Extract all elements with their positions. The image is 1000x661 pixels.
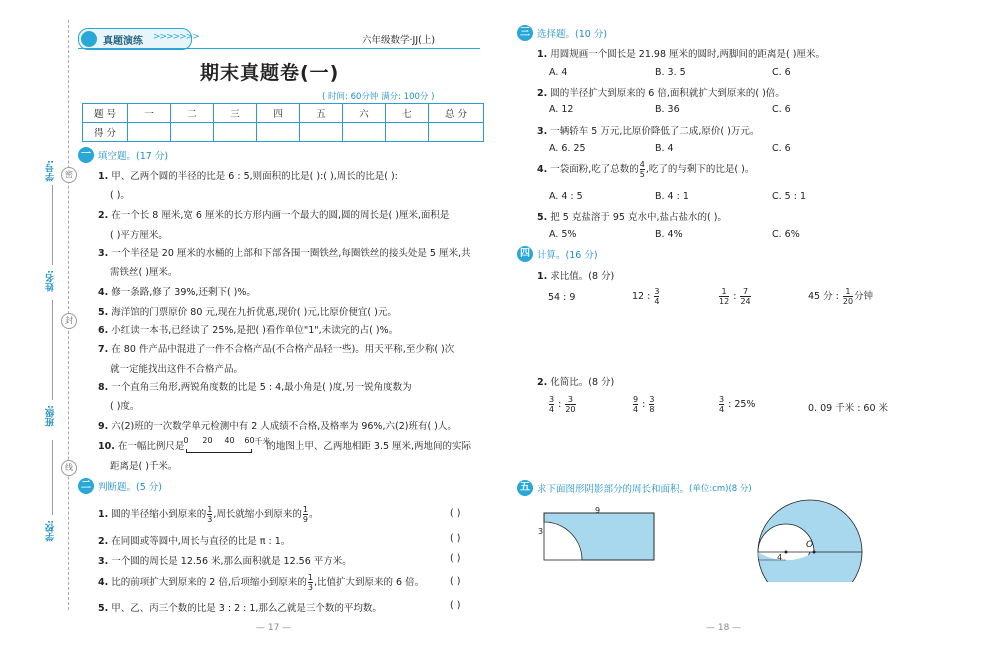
choice-option[interactable]: B. 4% [655, 229, 683, 240]
section-score: (8 分) [728, 484, 752, 494]
score-table-score-row [83, 123, 484, 142]
ratio-item: 45 分 : $\frac{1}{20}$ 分钟 [808, 287, 874, 306]
choice-question: 4. 一袋面粉,吃了总数的 $\frac{4}{5}$ ,吃了的与剩下的比是( )。 [537, 160, 755, 179]
figure-2-center-label: O [806, 540, 814, 550]
scale-tick-label: 20 [202, 435, 213, 445]
choice-option[interactable]: A. 4 : 5 [549, 191, 583, 202]
judge-answer-paren[interactable]: ( ) [450, 533, 461, 544]
fill-question: 10. 在一幅比例尺是 0 20 40 60 千米 的地图上甲、乙两地相距 3.5 厘米,两地间的实际 [98, 435, 472, 452]
section-calc-header [517, 246, 598, 262]
section-number-icon: 一 [78, 147, 94, 163]
shaded-region [544, 513, 654, 560]
score-cell: 六 [343, 104, 386, 123]
class-label: 班级: [46, 405, 56, 427]
judge-answer-paren[interactable]: ( ) [450, 576, 461, 587]
score-cell: 二 [171, 104, 214, 123]
simplify-item: $\frac{9}{4}$ : $\frac{3}{8}$ [633, 395, 655, 414]
section-shaded-area-header [517, 480, 752, 496]
fill-question: 7. 在 80 件产品中混进了一件不合格产品(不合格产品轻一些)。用天平称,至少称( )次 [98, 344, 455, 355]
choice-option[interactable]: A. 12 [549, 104, 574, 115]
fill-question: 5. 海洋馆的门票原价 80 元,现在九折优惠,现价( )元,比原价便宜( )元。 [98, 307, 397, 318]
score-table-header-row [83, 104, 484, 123]
center-dot [785, 551, 788, 554]
section-title: 判断题。(5 分) [98, 482, 162, 493]
score-cell: 题 号 [83, 104, 128, 123]
fill-question-cont: 距离是( )千米。 [110, 461, 178, 472]
judge-answer-paren[interactable]: ( ) [450, 600, 461, 611]
scale-tick-label: 0 [183, 435, 189, 445]
judge-question: 3. 一个圆的周长是 12.56 米,那么面积就是 12.56 平方米。 [98, 556, 352, 567]
choice-option[interactable]: C. 6 [772, 143, 791, 154]
map-scale-bar [183, 435, 271, 453]
score-input-cell[interactable] [429, 123, 484, 142]
badge-circle-icon [81, 31, 97, 47]
section-number-icon: 四 [517, 246, 533, 262]
simplify-item: $\frac{3}{4}$ : $\frac{3}{20}$ [549, 395, 576, 414]
scale-line [186, 449, 252, 453]
judge-question: 2. 在同圆或等圆中,周长与直径的比是 π : 1。 [98, 536, 291, 547]
choice-option[interactable]: A. 5% [549, 229, 577, 240]
score-cell: 五 [300, 104, 343, 123]
school-underline [52, 440, 53, 515]
score-input-cell[interactable] [257, 123, 300, 142]
score-input-cell[interactable] [343, 123, 386, 142]
score-table [82, 103, 484, 142]
class-underline [52, 300, 53, 400]
choice-option[interactable]: B. 36 [655, 104, 680, 115]
figure-1-top-label: 9 [595, 506, 601, 515]
section-title: 填空题。(17 分) [98, 151, 169, 162]
choice-option[interactable]: C. 6% [772, 229, 800, 240]
score-input-cell[interactable] [171, 123, 214, 142]
scale-unit: 千米 [254, 436, 271, 446]
fill-question: 6. 小红读一本书,已经读了 25%,是把( )看作单位"1",未读完的占( )%。 [98, 325, 399, 336]
badge-arrows: >>>>>>> [153, 32, 199, 42]
choice-option[interactable]: B. 4 : 1 [655, 191, 689, 202]
choice-option[interactable]: A. 6. 25 [549, 143, 586, 154]
choice-option[interactable]: C. 5 : 1 [772, 191, 807, 202]
score-cell: 一 [128, 104, 171, 123]
fill-question-cont: ( )度。 [110, 401, 140, 412]
score-cell: 总 分 [429, 104, 484, 123]
choice-question: 2. 圆的半径扩大到原来的 6 倍,面积就扩大到原来的( )倍。 [537, 88, 785, 99]
calc-subquestion: 1. 求比值。(8 分) [537, 271, 615, 282]
figure-circle-shaded [750, 492, 870, 582]
choice-option[interactable]: A. 4 [549, 67, 568, 78]
fill-question: 8. 一个直角三角形,两锐角度数的比是 5 : 4,最小角是( )度,另一锐角度数为 [98, 382, 412, 393]
ratio-item: 54 : 9 [548, 292, 576, 303]
score-row-label: 得 分 [83, 123, 128, 142]
score-input-cell[interactable] [300, 123, 343, 142]
choice-option[interactable]: B. 3. 5 [655, 67, 686, 78]
section-title: 计算。(16 分) [537, 250, 598, 261]
header-badge [78, 28, 199, 50]
fill-question: 9. 六(2)班的一次数学单元检测中有 2 人成绩不合格,及格率为 96%,六(2)班有( )人。 [98, 421, 457, 432]
choice-question: 5. 把 5 克盐溶于 95 克水中,盐占盐水的( )。 [537, 212, 727, 223]
score-cell: 七 [386, 104, 429, 123]
section-unit: (单位:cm) [689, 484, 729, 494]
badge-label: 真题演练 [103, 36, 143, 47]
ratio-item: $\frac{1}{12}$ : $\frac{7}{24}$ [719, 287, 751, 306]
seal-mi: 密 [61, 167, 77, 183]
page-number: — 17 — [256, 623, 292, 633]
section-number-icon: 二 [78, 478, 94, 494]
score-input-cell[interactable] [128, 123, 171, 142]
choice-question: 3. 一辆轿车 5 万元,比原价降低了二成,原价( )万元。 [537, 126, 760, 137]
section-judge-header [78, 478, 162, 494]
page-number: — 18 — [706, 623, 742, 633]
book-title: 六年级数学·JJ(上) [362, 35, 436, 46]
center-dot [813, 551, 816, 554]
section-title: 求下面图形阴影部分的周长和面积。 [537, 484, 690, 495]
scale-tick-label: 60 [244, 435, 255, 445]
section-fill-blank-header [78, 147, 168, 163]
simplify-item: 0. 09 千米 : 60 米 [808, 403, 889, 414]
fill-question-cont: 需铁丝( )厘米。 [110, 267, 178, 278]
fill-question: 3. 一个半径是 20 厘米的水桶的上部和下部各围一圈铁丝,每圈铁丝的接头处是 5 厘米,共 [98, 248, 471, 259]
scale-tick-label: 40 [224, 435, 235, 445]
exam-meta: ( 时间: 60分钟 满分: 100分 ) [322, 92, 435, 102]
name-underline [52, 185, 53, 265]
judge-question: 4. 比的前项扩大到原来的 2 倍,后项缩小到原来的 $\frac{1}{3}$ ,比值扩大到原来的 6 倍。 [98, 573, 425, 592]
judge-question: 1. 圆的半径缩小到原来的 $\frac{1}{3}$ ,周长就缩小到原来的 $\frac{1}{9}$ 。 [98, 505, 319, 524]
figure-2-bottom-label: 4 [777, 553, 783, 562]
choice-option[interactable]: C. 6 [772, 104, 791, 115]
ratio-item: 12 : $\frac{3}{4}$ [632, 287, 660, 306]
score-cell: 三 [214, 104, 257, 123]
section-title: 选择题。(10 分) [537, 29, 608, 40]
section-choice-header [517, 25, 607, 41]
fill-question: 2. 在一个长 8 厘米,宽 6 厘米的长方形内画一个最大的圆,圆的周长是( )厘米,面积是 [98, 210, 450, 221]
score-input-cell[interactable] [214, 123, 257, 142]
figure-1-left-label: 3 [538, 527, 544, 536]
fill-question: 4. 修一条路,修了 39%,还剩下( )%。 [98, 287, 256, 298]
figure-rectangle-shaded [536, 505, 666, 567]
fill-question-cont: ( )。 [110, 190, 130, 201]
calc-subquestion: 2. 化简比。(8 分) [537, 377, 615, 388]
fill-question: 1. 甲、乙两个圆的半径的比是 6 : 5,则面积的比是( ):( ),周长的比是( ): [98, 171, 398, 182]
seal-xian: 线 [61, 460, 77, 476]
simplify-item: $\frac{3}{4}$ : 25% [719, 395, 756, 414]
choice-option[interactable]: B. 4 [655, 143, 674, 154]
section-number-icon: 五 [517, 480, 533, 496]
judge-question: 5. 甲、乙、丙三个数的比是 3 : 2 : 1,那么乙就是三个数的平均数。 [98, 603, 382, 614]
page-title: 期末真题卷(一) [200, 62, 340, 84]
seal-feng: 封 [61, 313, 77, 329]
judge-answer-paren[interactable]: ( ) [450, 508, 461, 519]
student-id-label: 学号: [46, 160, 56, 182]
section-number-icon: 三 [517, 25, 533, 41]
fill-question-cont: 就一定能找出这件不合格产品。 [110, 364, 244, 375]
score-input-cell[interactable] [386, 123, 429, 142]
school-label: 学校: [46, 520, 56, 542]
choice-question: 1. 用圆规画一个圆长是 21.98 厘米的圆时,两脚间的距离是( )厘米。 [537, 49, 825, 60]
judge-answer-paren[interactable]: ( ) [450, 553, 461, 564]
student-name-label: 姓名: [46, 270, 56, 292]
score-cell: 四 [257, 104, 300, 123]
choice-option[interactable]: C. 6 [772, 67, 791, 78]
header-rule [78, 48, 480, 49]
fill-question-cont: ( )平方厘米。 [110, 230, 168, 241]
